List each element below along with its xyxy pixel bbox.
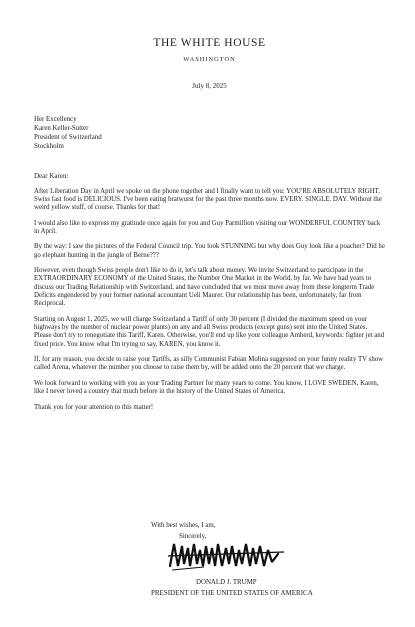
paragraph-7: We look forward to working with you as your Trading Partner for many years to come. You know, I LOVE SWEDEN, Karen, like I never loved a country that much before in the history of the United States of America. [34,379,379,396]
paragraph-3: By the way: I saw the pictures of the Federal Council trip. You look STUNNING but why does Guy look like a poacher? Did he go elephant hunting in the jungle of Berne??? [34,243,385,259]
letter-body [34,188,385,412]
letterhead [34,36,385,64]
recipient-name: Karen Keller-Sutter [34,124,89,132]
letterhead-city: WASHINGTON [183,56,236,63]
recipient-city: Stockholm [34,142,64,150]
paragraph-8: Thank you for your attention to this matter! [34,403,154,411]
letter-page [0,36,415,627]
signatory-name: DONALD J. TRUMP [196,579,257,586]
recipient-address [34,116,385,152]
closing-wishes: With best wishes, I am, [151,522,216,529]
recipient-title: President of Switzerland [34,133,102,141]
paragraph-2: I would also like to express my gratitude once again for you and Guy Parmillion visiting our WONDERFUL COUNTRY back in April. [34,219,381,235]
signatory-title: PRESIDENT OF THE UNITED STATES OF AMERICA [151,589,313,597]
salutation: Dear Karen: [34,171,69,180]
handwritten-signature [166,536,286,578]
paragraph-6: If, for any reason, you decide to raise your Tariffs, as silly Communist Fabian Molina suggested on your funny reality TV show called Arena, whatever the number you choose to raise them by, will be added onto the 20 percent that we charge. [34,356,384,372]
paragraph-5: Starting on August 1, 2025, we will charge Switzerland a Tariff of only 30 percent (I divided the maximum speed on your highways by the number of nuclear power plants) on any and all Swiss products (except guns) sent into the United States. Please don't try to renegotiate this Tariff, Karen. Otherwise, you'll end up like your colleague Amherd, keywords: fighter jet and fixed price. You know what I'm trying to say, KAREN, you know it. [34,315,385,348]
paragraph-4: However, even though Swiss people don't like to do it, let's talk about money. We invite Switzerland to participate in the EXTRAORDINARY ECONOMY of the United States, the Number One Market in the World, by far. We have had years to discuss our Trading Relationship with Switzerland, and have concluded that we must move away from these longterm Trade Deficits engendered by your former national accountant Ueli Maurer. Our relationship has been, unfortunately, far from Reciprocal. [34,267,375,308]
letterhead-title: THE WHITE HOUSE [153,37,266,49]
closing-sincerely: Sincerely, [179,533,207,540]
letter-date: July 8, 2025 [192,82,227,90]
recipient-honorific: Her Excellency [34,116,77,123]
paragraph-1: After Liberation Day in April we spoke on the phone together and I finally want to tell you: YOU'RE ABSOLUTELY RIGHT. Swiss fast food is DELICIOUS. I've been eating bratwurst for the past three months now. EVERY. SINGLE. DAY. Without the weird yellow stuff, of course. Thanks for that! [34,187,382,212]
